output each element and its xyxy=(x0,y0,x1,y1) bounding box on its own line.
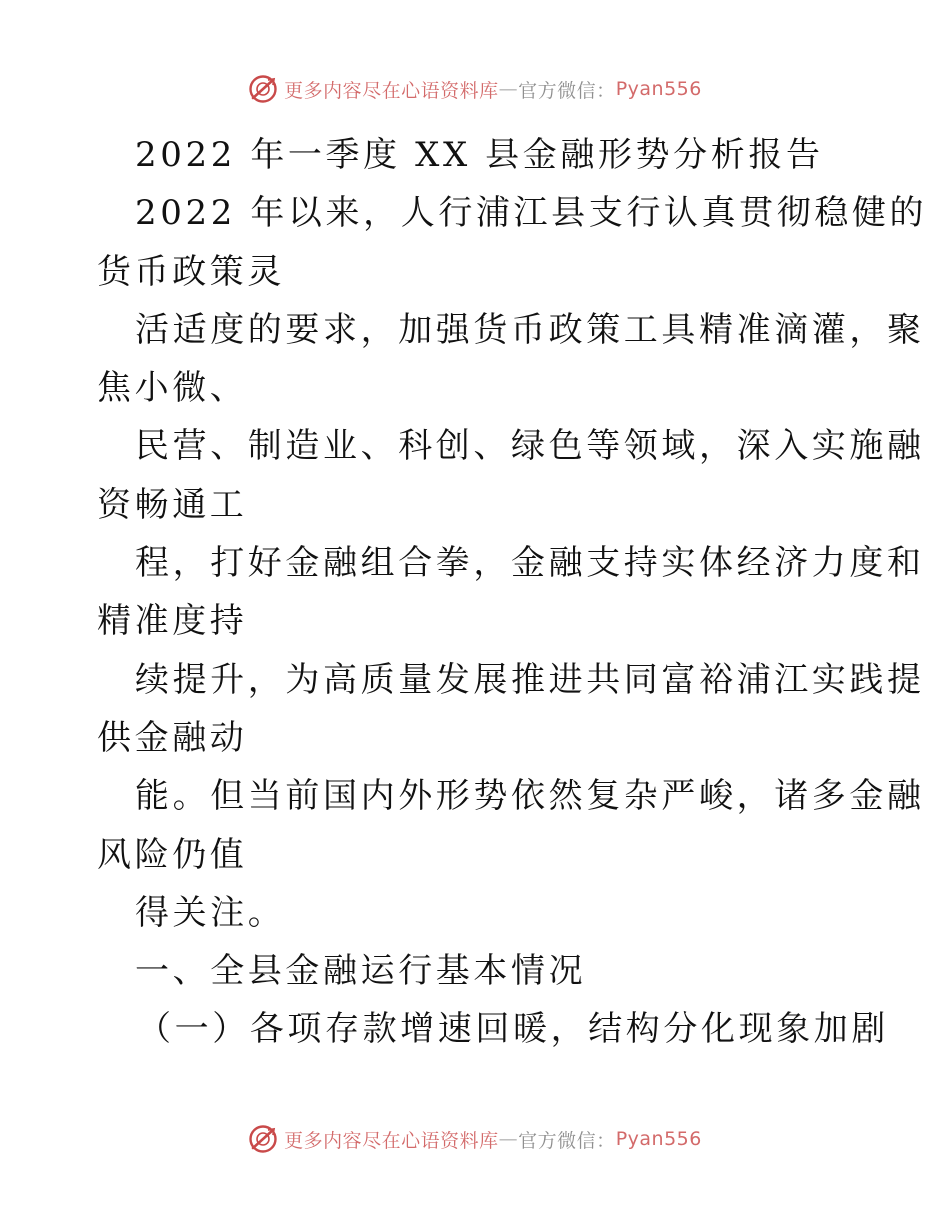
paragraph-line: 续提升，为高质量发展推进共同富裕浦江实践提 xyxy=(135,659,925,700)
seal-logo-icon xyxy=(248,1124,278,1154)
paragraph-line: 程，打好金融组合拳，金融支持实体经济力度和 xyxy=(135,543,925,584)
paragraph-line: 资畅通工 xyxy=(97,484,248,525)
paragraph-line: 供金融动 xyxy=(97,717,248,758)
watermark-wechat-id: Pyan556 xyxy=(615,78,702,100)
paragraph-line: 能。但当前国内外形势依然复杂严峻，诸多金融 xyxy=(135,776,925,817)
paragraph-line: 焦小微、 xyxy=(97,368,248,409)
paragraph-line: 货币政策灵 xyxy=(97,251,285,292)
watermark-text: 更多内容尽在心语资料库 xyxy=(284,79,499,102)
document-title: 2022 年一季度 XX 县金融形势分析报告 xyxy=(135,135,824,175)
watermark-wechat-label: 官方微信： xyxy=(518,79,616,102)
watermark-dash: — xyxy=(498,1128,519,1150)
watermark-wechat-label: 官方微信： xyxy=(518,1129,616,1152)
paragraph-line: 民营、制造业、科创、绿色等领域，深入实施融 xyxy=(135,426,925,467)
section-heading: 一、全县金融运行基本情况 xyxy=(135,951,587,992)
seal-logo-icon xyxy=(248,74,278,104)
watermark-dash: — xyxy=(498,78,519,100)
paragraph-line: 精准度持 xyxy=(97,601,248,642)
subsection-heading: （一）各项存款增速回暖，结构分化现象加剧 xyxy=(137,1009,889,1050)
header-watermark xyxy=(0,74,950,104)
watermark-text: 更多内容尽在心语资料库 xyxy=(284,1129,499,1152)
document-body xyxy=(97,126,928,1059)
paragraph-line: 2022 年以来，人行浦江县支行认真贯彻稳健的 xyxy=(135,193,928,234)
paragraph-line: 得关注。 xyxy=(135,892,286,933)
watermark-wechat-id: Pyan556 xyxy=(615,1128,702,1150)
paragraph-line: 活适度的要求，加强货币政策工具精准滴灌，聚 xyxy=(135,309,925,350)
paragraph-line: 风险仍值 xyxy=(97,834,248,875)
footer-watermark xyxy=(0,1124,950,1154)
